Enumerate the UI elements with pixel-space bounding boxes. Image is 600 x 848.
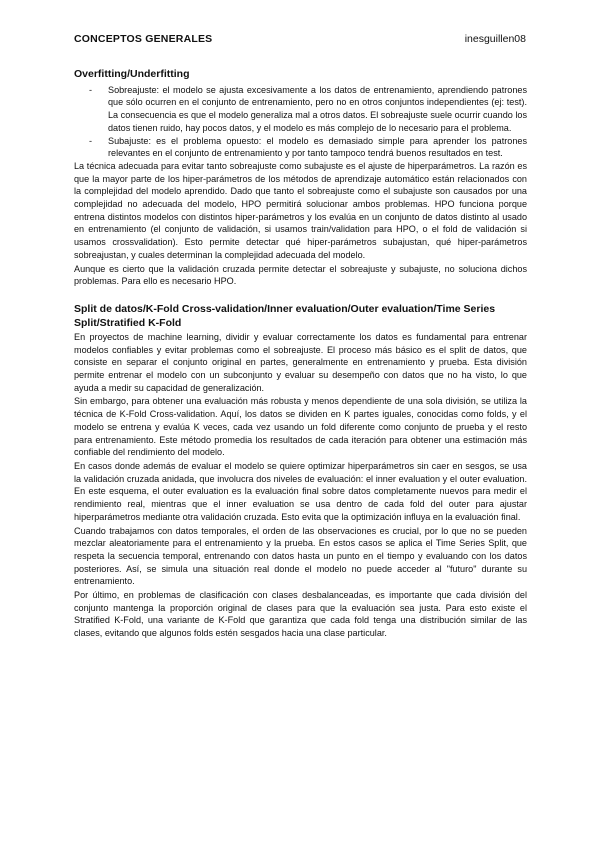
- paragraph-validacion: Aunque es cierto que la validación cruzada permite detectar el sobreajuste y subajuste, no soluciona dichos problemas. Para ello es necesario HPO.: [74, 263, 527, 287]
- paragraph-hpo: La técnica adecuada para evitar tanto sobreajuste como subajuste es el ajuste de hiperparámetros. La razón es que la mayor parte de los hiper-parámetros de los métodos de aprendizaje automático están relacionados con la complejidad del modelo aprendido. Dado que tanto el sobreajuste como el subajuste son causados por una complejidad no adecuada del modelo, HPO permitirá solucionar ambos problemas. HPO funciona porque entrena distintos modelos con distintos hiper-parámetros y los evalúa en un conjunto de datos distinto al usado en entrenamiento (el conjunto de validación, si usamos train/validation para HPO, o el fold de validación si usamos crossvalidation). Esto permite detectar qué hiper-parámetros subajustan, qué hiper-parámetros sobreajustan, y cuales determinan la complejidad adecuada del modelo.: [74, 160, 527, 260]
- paragraph-timeseries: Cuando trabajamos con datos temporales, el orden de las observaciones es crucial, por lo que no se pueden mezclar aleatoriamente para el entrenamiento y la prueba. En estos casos se aplica el Time Series Split, que respeta la secuencia temporal, entrenando con datos hasta un punto en el tiempo y evaluando con los datos posteriores. Así, se simula una situación real donde el modelo no puede acceder al "futuro" durante su entrenamiento.: [74, 525, 527, 587]
- section-heading-overfitting: Overfitting/Underfitting: [74, 68, 190, 80]
- paragraph-stratified: Por último, en problemas de clasificación con clases desbalanceadas, es importante que cada división del conjunto mantenga la proporción original de clases para que la evaluación sea justa. Para esto existe el Stratified K-Fold, una variante de K-Fold que garantiza que cada fold tenga una distribución similar de las clases, evitando que algunos folds estén sesgados hacia una clase particular.: [74, 590, 527, 639]
- bullet-dash: -: [89, 84, 93, 95]
- paragraph-split: En proyectos de machine learning, dividir y evaluar correctamente los datos es fundamental para entrenar modelos confiables y evitar problemas como el sobreajuste. El proceso más básico es el split de datos, que consiste en separar el conjunto original en partes, generalmente en entrenamiento y prueba. Esta división permite entrenar el modelo con un subconjunto y evaluar su desempeño con datos que no ha visto, lo que ayuda a medir su capacidad de generalización.: [74, 331, 527, 393]
- header-author: inesguillen08: [464, 33, 526, 45]
- paragraph-nested: En casos donde además de evaluar el modelo se quiere optimizar hiperparámetros sin caer en sesgos, se usa la validación cruzada anidada, que involucra dos niveles de evaluación: el inner evaluation y el outer evaluation. En este esquema, el outer evaluation es la evaluación final sobre datos completamente nuevos para medir el rendimiento real, mientras que el inner evaluation se usa dentro de cada fold del outer para ajustar hiperparámetros mediante otra validación cruzada. Esto evita que la optimización influya en la evaluación final.: [74, 460, 527, 522]
- header-title: CONCEPTOS GENERALES: [74, 33, 213, 45]
- document-body: [74, 68, 527, 640]
- bullet-list: [74, 84, 527, 160]
- page-header: [74, 33, 526, 45]
- bullet-text: Sobreajuste: el modelo se ajusta excesivamente a los datos de entrenamiento, aprendiendo patrones que sólo ocurren en el conjunto de entrenamiento, pero no en otros conjuntos independientes (ej: test). La consecuencia es que el modelo generaliza mal a otros datos. El sobreajuste suele ocurrir cuando los datos tienen ruido, hay pocos datos, y el modelo es más complejo de lo necesario para el problema.: [108, 84, 527, 133]
- bullet-dash: -: [89, 135, 93, 146]
- section-heading-split: Split de datos/K-Fold Cross-validation/Inner evaluation/Outer evaluation/Time Series Split/Stratified K-Fold: [74, 302, 496, 329]
- bullet-text: Subajuste: es el problema opuesto: el modelo es demasiado simple para aprender los patrones relevantes en el conjunto de entrenamiento y por tanto tampoco tendrá buenos resultados en test.: [108, 135, 527, 159]
- bullet-item-subajuste: [74, 135, 527, 160]
- paragraph-kfold: Sin embargo, para obtener una evaluación más robusta y menos dependiente de una sola división, se utiliza la técnica de K-Fold Cross-validation. Aquí, los datos se dividen en K partes iguales, conocidas como folds, y el modelo se entrena y evalúa K veces, cada vez usando un fold diferente como conjunto de prueba y el resto para entrenamiento. Este método promedia los resultados de cada iteración para obtener una estimación más confiable del rendimiento del modelo.: [74, 396, 527, 458]
- bullet-item-sobreajuste: [74, 84, 527, 135]
